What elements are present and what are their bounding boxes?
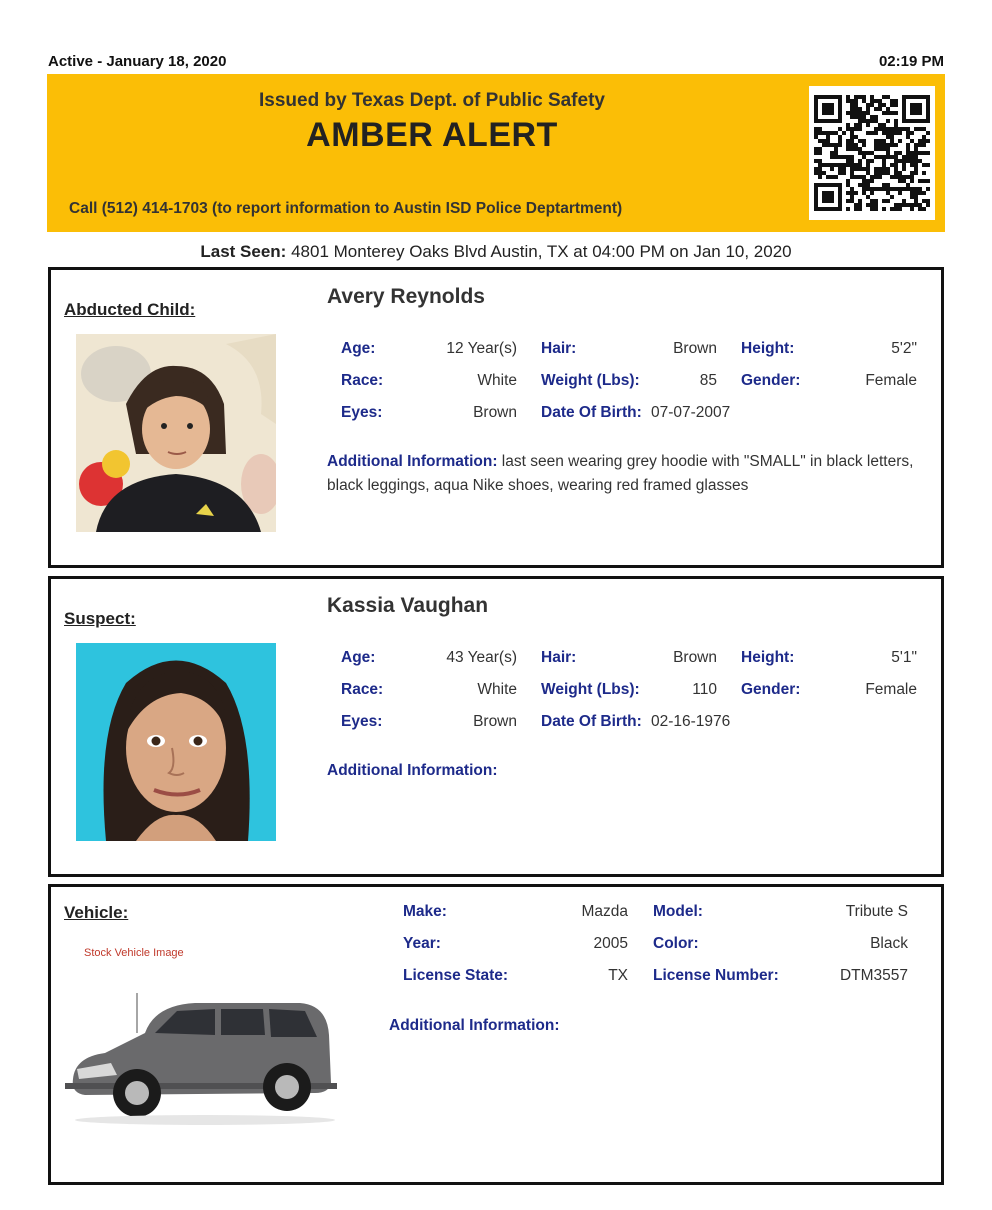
child-name: Avery Reynolds xyxy=(327,285,485,308)
vehicle-year: 2005 xyxy=(593,935,628,952)
child-height: 5'2" xyxy=(891,340,917,357)
suspect-eyes-label: Eyes: xyxy=(341,713,383,730)
child-eyes: Brown xyxy=(473,404,517,421)
vehicle-year-label: Year: xyxy=(403,935,441,952)
last-seen-label: Last Seen: xyxy=(200,242,287,261)
suspect-dob: 02-16-1976 xyxy=(651,713,731,730)
suspect-race: White xyxy=(477,681,517,698)
child-hair-label: Hair: xyxy=(541,340,577,357)
suspect-height-label: Height: xyxy=(741,649,795,666)
child-weight: 85 xyxy=(699,372,717,389)
child-race-label: Race: xyxy=(341,372,384,389)
alert-title: AMBER ALERT xyxy=(306,116,558,154)
amber-alert-banner xyxy=(47,74,945,232)
child-photo xyxy=(76,334,276,532)
suspect-dob-label: Date Of Birth: xyxy=(541,713,642,730)
suspect-height: 5'1" xyxy=(891,649,917,666)
child-dob: 07-07-2007 xyxy=(651,404,731,421)
vehicle-additional-label: Additional Information: xyxy=(389,1017,560,1034)
child-height-label: Height: xyxy=(741,340,795,357)
child-additional-info xyxy=(327,450,917,498)
suspect-hair: Brown xyxy=(673,649,717,666)
child-age-label: Age: xyxy=(341,340,376,357)
child-eyes-label: Eyes: xyxy=(341,404,383,421)
suspect-additional-info xyxy=(327,759,917,783)
vehicle-color-label: Color: xyxy=(653,935,699,952)
abducted-child-label: Abducted Child: xyxy=(64,300,196,319)
child-additional-text: last seen wearing grey hoodie with "SMALL" in black letters, black leggings, aqua Nike shoes, wearing red framed glasses xyxy=(327,453,914,494)
vehicle-model: Tribute S xyxy=(845,903,908,920)
abducted-child-section xyxy=(48,267,944,568)
last-seen-text: 4801 Monterey Oaks Blvd Austin, TX at 04:00 PM on Jan 10, 2020 xyxy=(291,242,792,261)
child-dob-label: Date Of Birth: xyxy=(541,404,642,421)
child-race: White xyxy=(477,372,517,389)
issued-by: Issued by Texas Dept. of Public Safety xyxy=(259,90,605,111)
alert-status-date: Active - January 18, 2020 xyxy=(48,53,227,70)
suspect-age: 43 Year(s) xyxy=(446,649,517,666)
alert-time: 02:19 PM xyxy=(878,53,944,70)
suspect-name: Kassia Vaughan xyxy=(327,594,489,617)
qr-code-icon xyxy=(809,86,935,220)
stock-vehicle-caption: Stock Vehicle Image xyxy=(84,947,184,959)
suspect-age-label: Age: xyxy=(341,649,376,666)
child-additional-label: Additional Information: xyxy=(327,453,498,470)
license-state-label: License State: xyxy=(403,967,509,984)
suspect-race-label: Race: xyxy=(341,681,384,698)
child-weight-label: Weight (Lbs): xyxy=(541,372,640,389)
suspect-photo xyxy=(76,643,276,841)
license-state: TX xyxy=(608,967,628,984)
suspect-weight: 110 xyxy=(692,681,717,698)
vehicle-image xyxy=(65,987,337,1127)
child-gender-label: Gender: xyxy=(741,372,801,389)
suspect-additional-label: Additional Information: xyxy=(327,762,498,779)
license-number: DTM3557 xyxy=(839,967,908,984)
report-phone-line: Call (512) 414-1703 (to report information to Austin ISD Police Deptartment) xyxy=(69,200,623,217)
vehicle-make-label: Make: xyxy=(403,903,447,920)
suspect-hair-label: Hair: xyxy=(541,649,577,666)
child-hair: Brown xyxy=(673,340,717,357)
suspect-section xyxy=(48,576,944,877)
license-number-label: License Number: xyxy=(653,967,779,984)
vehicle-label: Vehicle: xyxy=(64,903,129,922)
suspect-label: Suspect: xyxy=(64,609,136,628)
suspect-weight-label: Weight (Lbs): xyxy=(541,681,640,698)
suspect-gender-label: Gender: xyxy=(741,681,801,698)
vehicle-model-label: Model: xyxy=(653,903,703,920)
child-age: 12 Year(s) xyxy=(446,340,517,357)
vehicle-color: Black xyxy=(870,935,908,952)
suspect-eyes: Brown xyxy=(473,713,517,730)
child-gender: Female xyxy=(865,372,917,389)
suspect-gender: Female xyxy=(865,681,917,698)
vehicle-make: Mazda xyxy=(581,903,628,920)
vehicle-section xyxy=(48,884,944,1185)
last-seen xyxy=(0,242,992,262)
